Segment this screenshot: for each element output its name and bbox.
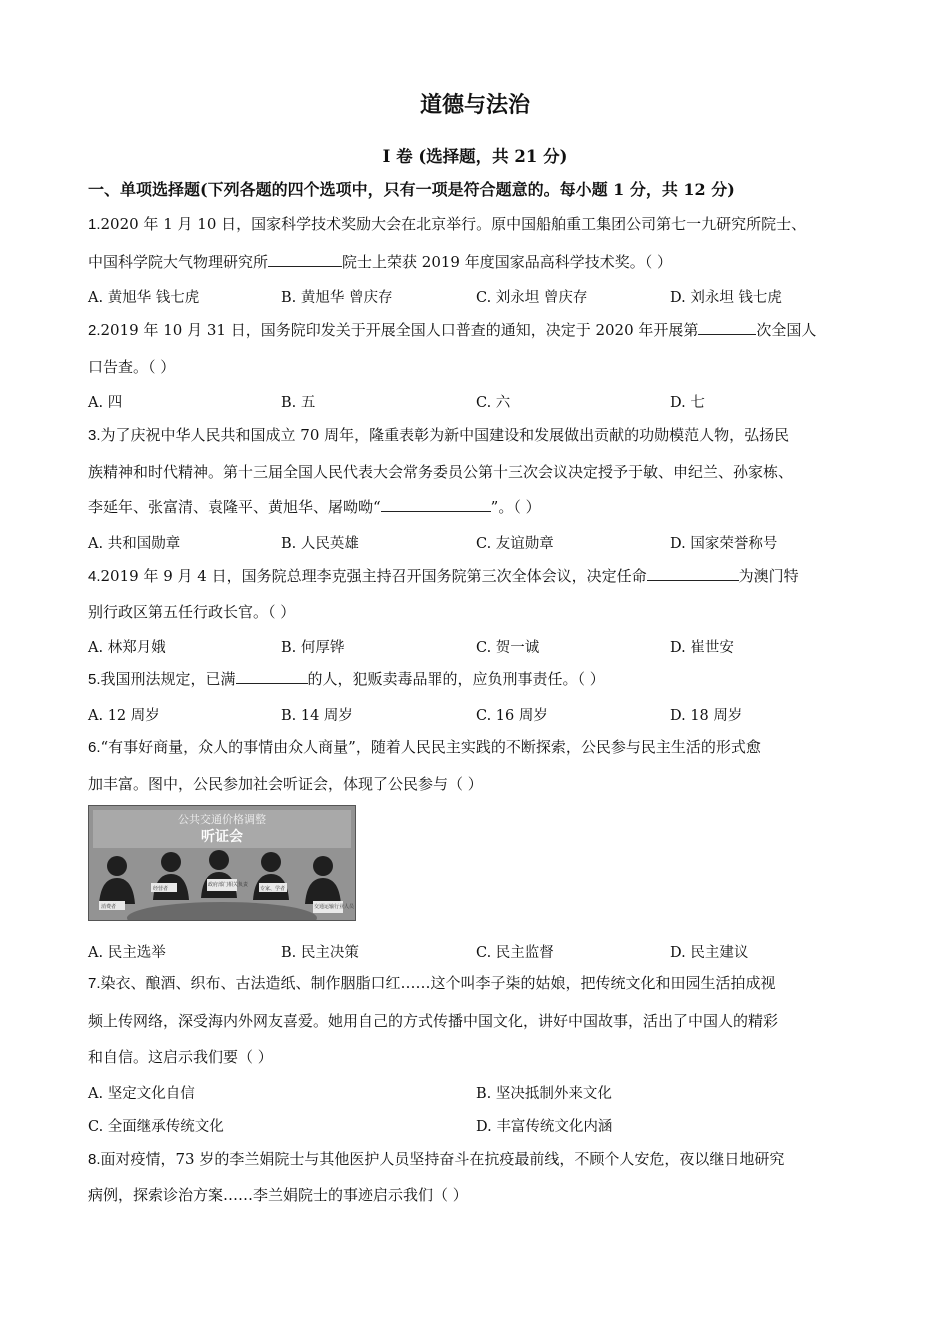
option-a: A. 12 周岁 (88, 708, 160, 724)
option-a: A. 黄旭华 钱七虎 (88, 290, 200, 306)
option-c: C. 六 (476, 395, 511, 411)
option-a: A. 坚定文化自信 (88, 1086, 195, 1102)
option-b: B. 何厚铧 (281, 640, 345, 656)
option-c: C. 友谊勋章 (476, 536, 554, 552)
question-8-line-1: 8.面对疫情，73 岁的李兰娟院士与其他医护人员坚持奋斗在抗疫最前线，不顾个人安危，夜以继日地研究 (88, 1150, 785, 1168)
question-7-line-3: 和自信。这启示我们要（ ） (88, 1048, 273, 1066)
option-d: D. 国家荣誉称号 (670, 536, 778, 552)
answer-blank (236, 669, 308, 684)
question-5-options (88, 704, 878, 724)
question-7-options-row-2 (88, 1115, 878, 1135)
question-4-options (88, 636, 878, 656)
option-b: B. 14 周岁 (281, 708, 353, 724)
option-b: B. 黄旭华 曾庆存 (281, 290, 393, 306)
hearing-photo (88, 805, 356, 921)
question-5-line-1: 5.我国刑法规定，已满 的人，犯贩卖毒品罪的，应负刑事责任。（ ） (88, 670, 605, 688)
question-number: 7. (88, 975, 101, 992)
question-7-line-1: 7.染衣、酿酒、织布、古法造纸、制作胭脂口红……这个叫李子柒的姑娘，把传统文化和田园生活拍成视 (88, 974, 776, 992)
paper-title: 道德与法治 (419, 92, 530, 118)
question-number: 6. (88, 739, 101, 756)
question-number: 1. (88, 216, 101, 233)
question-7-line-2: 频上传网络，深受海内外网友喜爱。她用自己的方式传播中国文化，讲好中国故事，活出了中国人的精彩 (88, 1012, 779, 1030)
question-3-line-2: 族精神和时代精神。第十三届全国人民代表大会常务委员公第十三次会议决定授予于敏、申纪兰、孙家栋、 (88, 463, 794, 481)
question-4-line-1: 4.2019 年 9 月 4 日，国务院总理李克强主持召开国务院第三次全体会议，决定任命 为澳门特 (88, 567, 799, 585)
option-b: B. 五 (281, 395, 316, 411)
option-a: A. 林郑月娥 (88, 640, 166, 656)
option-d: D. 崔世安 (670, 640, 734, 656)
option-c: C. 16 周岁 (476, 708, 548, 724)
option-d: D. 18 周岁 (670, 708, 743, 724)
question-2-line-1: 2.2019 年 10 月 31 日，国务院印发关于开展全国人口普查的通知，决定于 2020 年开展第 次全国人 (88, 321, 817, 339)
question-4-line-2: 别行政区第五任行政长官。（ ） (88, 603, 296, 621)
figure-label-2: 经营者 (153, 886, 169, 892)
answer-blank (698, 320, 756, 335)
option-d: D. 七 (670, 395, 705, 411)
question-3-options (88, 532, 878, 552)
option-c: C. 民主监督 (476, 945, 554, 961)
answer-blank (647, 566, 739, 581)
question-1-line-2: 中国科学院大气物理研究所 院士上荣获 2019 年度国家品高科学技术奖。（ ） (88, 253, 672, 271)
question-number: 4. (88, 568, 101, 585)
question-number: 5. (88, 671, 101, 688)
question-2-line-2: 口告查。（ ） (88, 358, 176, 376)
paper-subtitle: Ⅰ 卷 (选择题，共 21 分) (382, 147, 568, 166)
option-d: D. 民主建议 (670, 945, 749, 961)
question-3-line-1: 3.为了庆祝中华人民共和国成立 70 周年，隆重表彰为新中国建设和发展做出贡献的功勋模范人物，弘扬民 (88, 426, 790, 444)
question-number: 3. (88, 427, 101, 444)
question-6-options (88, 941, 878, 961)
figure-label-1: 消费者 (101, 904, 117, 910)
option-a: A. 民主选举 (88, 945, 166, 961)
option-c: C. 全面继承传统文化 (88, 1119, 224, 1135)
figure-title-1: 公共交通价格调整 (178, 813, 266, 826)
question-7-options-row-1 (88, 1082, 878, 1102)
question-number: 8. (88, 1151, 101, 1168)
question-2-options (88, 391, 878, 411)
question-number: 2. (88, 322, 101, 339)
option-b: B. 民主决策 (281, 945, 359, 961)
figure-label-4: 专家、学者 (260, 886, 286, 892)
figure-title-2: 听证会 (201, 829, 243, 845)
section-heading: 一、单项选择题(下列各题的四个选项中，只有一项是符合题意的。每小题 1 分，共 12 分) (88, 180, 735, 199)
option-c: C. 贺一诚 (476, 640, 540, 656)
question-6-line-1: 6.“有事好商量，众人的事情由众人商量”，随着人民民主实践的不断探索，公民参与民主生活的形式愈 (88, 738, 761, 756)
option-b: B. 坚决抵制外来文化 (476, 1086, 612, 1102)
option-b: B. 人民英雄 (281, 536, 359, 552)
question-1-line-1: 1.2020 年 1 月 10 日，国家科学技术奖励大会在北京举行。原中国船舶重工集团公司第七一九研究所院士、 (88, 215, 807, 233)
question-1-options (88, 286, 878, 306)
option-c: C. 刘永坦 曾庆存 (476, 290, 588, 306)
answer-blank (268, 252, 342, 267)
question-3-line-3: 李延年、张富清、袁隆平、黄旭华、屠呦呦“ ”。（ ） (88, 498, 541, 516)
question-6-line-2: 加丰富。图中，公民参加社会听证会，体现了公民参与（ ） (88, 775, 483, 793)
question-8-line-2: 病例，探索诊治方案……李兰娟院士的事迹启示我们（ ） (88, 1186, 468, 1204)
option-a: A. 四 (88, 395, 123, 411)
option-d: D. 刘永坦 钱七虎 (670, 290, 782, 306)
figure-label-5: 交通运输行业人员 (314, 904, 355, 910)
option-d: D. 丰富传统文化内涵 (476, 1119, 613, 1135)
figure-label-3: 政府部门相关负责 (208, 882, 249, 888)
option-a: A. 共和国勋章 (88, 536, 181, 552)
hearing-illustration (89, 806, 355, 920)
answer-blank (381, 497, 491, 512)
